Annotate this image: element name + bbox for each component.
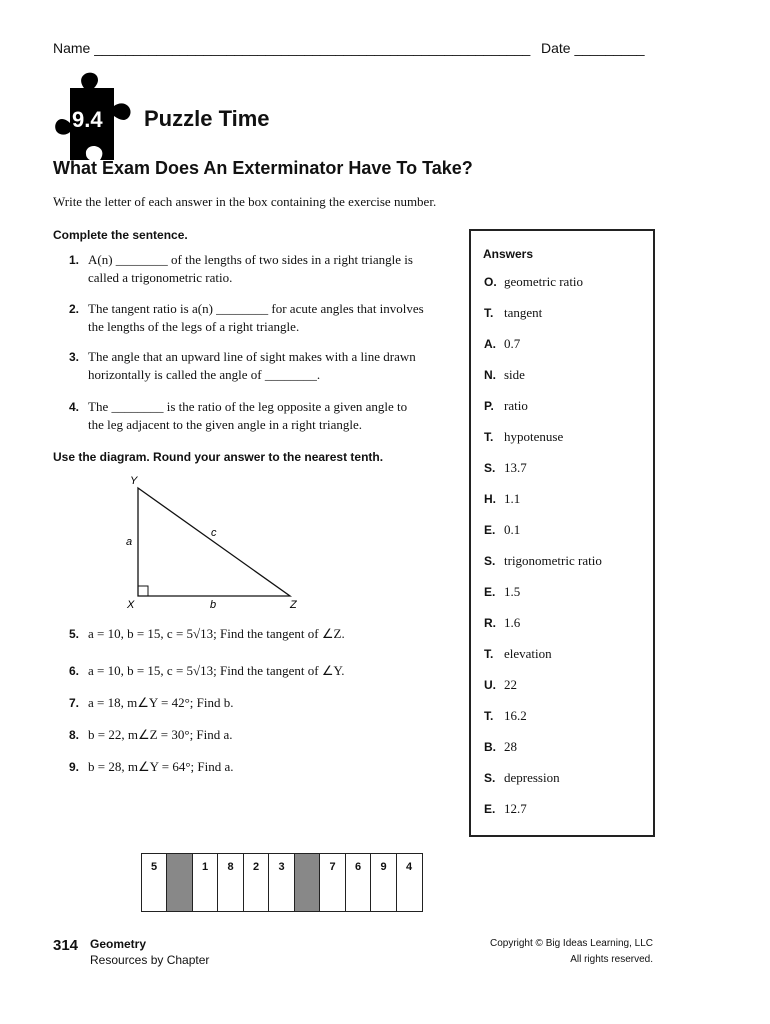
- exercise-9: [69, 758, 459, 776]
- exercise-text: a = 10, b = 15, c = 5√13; Find the tangent of ∠Z.: [88, 626, 345, 641]
- vertex-label-y: Y: [130, 475, 138, 487]
- answers-title: Answers: [483, 247, 534, 261]
- side-label-b: b: [210, 599, 217, 611]
- answers-box: [469, 229, 655, 837]
- answer-letter: T.: [484, 709, 494, 723]
- exercise-4: [69, 398, 459, 434]
- answer-text: tangent: [504, 305, 543, 320]
- footer-subtitle: Resources by Chapter: [90, 953, 210, 967]
- exercise-number: 2.: [69, 302, 80, 316]
- answer-letter: T.: [484, 647, 494, 661]
- answer-item: [484, 739, 517, 755]
- answer-letter: O.: [484, 275, 497, 289]
- answer-item: [484, 336, 520, 352]
- answer-text: depression: [504, 770, 560, 785]
- answer-text: 16.2: [504, 708, 527, 723]
- answer-item: [484, 708, 527, 724]
- copyright-notice: Copyright © Big Ideas Learning, LLC: [489, 938, 653, 949]
- answer-text: 12.7: [504, 801, 527, 816]
- answer-letter: A.: [484, 337, 496, 351]
- answer-letter: U.: [484, 678, 496, 692]
- exercise-line: the leg adjacent to the given angle in a right triangle.: [88, 417, 362, 432]
- vertex-label-z: Z: [290, 599, 297, 611]
- code-box-blank: [294, 853, 321, 912]
- exercise-number: 5.: [69, 627, 80, 641]
- answer-letter: S.: [484, 461, 496, 475]
- answer-letter: B.: [484, 740, 496, 754]
- answer-letter: N.: [484, 368, 496, 382]
- answer-letter: H.: [484, 492, 496, 506]
- answer-letter: R.: [484, 616, 496, 630]
- answer-item: [484, 429, 563, 445]
- code-box[interactable]: 4: [396, 853, 423, 912]
- rights-notice: All rights reserved.: [570, 954, 653, 965]
- answer-item: [484, 615, 520, 631]
- page-title: Puzzle Time: [144, 106, 270, 131]
- exercise-number: 1.: [69, 253, 80, 267]
- answer-text: 28: [504, 739, 517, 754]
- answer-text: side: [504, 367, 525, 382]
- exercise-line: the lengths of the legs of a right triangle.: [88, 319, 300, 334]
- answer-letter: E.: [484, 802, 496, 816]
- answer-text: ratio: [504, 398, 528, 413]
- exercise-line: The angle that an upward line of sight makes with a line drawn: [88, 349, 416, 364]
- answer-item: [484, 522, 520, 538]
- answer-text: 13.7: [504, 460, 527, 475]
- exercise-number: 9.: [69, 760, 80, 774]
- part2-heading: Use the diagram. Round your answer to the nearest tenth.: [53, 450, 384, 464]
- answer-item: [484, 274, 583, 290]
- code-box[interactable]: 2: [243, 853, 270, 912]
- page-number: 314: [53, 937, 79, 954]
- answer-text: geometric ratio: [504, 274, 584, 289]
- exercise-line: The tangent ratio is a(n) ________ for acute angles that involves: [88, 301, 424, 316]
- answer-text: 22: [504, 677, 517, 692]
- name-line: [53, 40, 530, 56]
- exercise-number: 7.: [69, 696, 80, 710]
- right-angle-mark: [138, 586, 148, 596]
- name-blank[interactable]: ________________________________________________________: [94, 40, 531, 56]
- triangle-shape: [138, 488, 290, 596]
- answer-letter: E.: [484, 585, 496, 599]
- exercise-line: The ________ is the ratio of the leg opposite a given angle to: [88, 399, 408, 414]
- code-box[interactable]: 8: [217, 853, 244, 912]
- code-box[interactable]: 7: [319, 853, 346, 912]
- right-triangle-diagram: [118, 470, 318, 615]
- answer-item: [484, 801, 527, 817]
- code-box[interactable]: 6: [345, 853, 372, 912]
- answer-letter: T.: [484, 430, 494, 444]
- answer-item: [484, 770, 560, 786]
- exercise-8: [69, 726, 459, 744]
- date-label: Date: [541, 40, 571, 56]
- answer-item: [484, 460, 527, 476]
- answer-text: elevation: [504, 646, 552, 661]
- answer-item: [484, 584, 520, 600]
- exercise-5: [69, 625, 459, 643]
- code-box[interactable]: 5: [141, 853, 168, 912]
- code-box[interactable]: 9: [370, 853, 397, 912]
- answer-text: 0.7: [504, 336, 521, 351]
- answer-text: 1.5: [504, 584, 521, 599]
- date-blank[interactable]: _________: [574, 40, 645, 56]
- exercise-number: 3.: [69, 350, 80, 364]
- answer-item: [484, 305, 542, 321]
- answer-item: [484, 646, 552, 662]
- exercise-text: a = 18, m∠Y = 42°; Find b.: [88, 695, 234, 710]
- answer-letter: T.: [484, 306, 494, 320]
- answer-letter: P.: [484, 399, 494, 413]
- exercise-line: called a trigonometric ratio.: [88, 270, 233, 285]
- answer-item: [484, 367, 525, 383]
- exercise-text: a = 10, b = 15, c = 5√13; Find the tangent of ∠Y.: [88, 663, 345, 678]
- answer-text: 1.6: [504, 615, 521, 630]
- part1-heading: Complete the sentence.: [53, 228, 188, 242]
- answer-item: [484, 677, 517, 693]
- code-box[interactable]: 3: [268, 853, 295, 912]
- answer-code-grid: [142, 853, 423, 912]
- exercise-number: 6.: [69, 664, 80, 678]
- exercise-number: 8.: [69, 728, 80, 742]
- exercise-number: 4.: [69, 400, 80, 414]
- section-number: 9.4: [72, 107, 103, 132]
- answer-text: 0.1: [504, 522, 521, 537]
- exercise-7: [69, 694, 459, 712]
- answer-text: hypotenuse: [504, 429, 564, 444]
- answer-letter: S.: [484, 554, 496, 568]
- code-box-blank: [166, 853, 193, 912]
- answer-letter: E.: [484, 523, 496, 537]
- side-label-c: c: [211, 527, 217, 539]
- answer-letter: S.: [484, 771, 496, 785]
- exercise-text: b = 22, m∠Z = 30°; Find a.: [88, 727, 233, 742]
- answer-item: [484, 553, 602, 569]
- name-label: Name: [53, 40, 91, 56]
- exercise-line: A(n) ________ of the lengths of two sides in a right triangle is: [88, 252, 413, 267]
- exercise-2: [69, 300, 459, 336]
- vertex-label-x: X: [127, 599, 135, 611]
- exercise-text: b = 28, m∠Y = 64°; Find a.: [88, 759, 234, 774]
- exercise-3: [69, 348, 459, 384]
- answer-item: [484, 398, 528, 414]
- side-label-a: a: [126, 536, 133, 548]
- answer-item: [484, 491, 520, 507]
- exercise-6: [69, 662, 459, 680]
- directions: Write the letter of each answer in the box containing the exercise number.: [53, 194, 437, 209]
- answer-text: trigonometric ratio: [504, 553, 602, 568]
- footer-book-title: Geometry: [90, 937, 147, 951]
- exercise-line: horizontally is called the angle of ________.: [88, 367, 321, 382]
- riddle-question: What Exam Does An Exterminator Have To Take?: [53, 158, 473, 178]
- date-line: [541, 40, 645, 56]
- answer-text: 1.1: [504, 491, 521, 506]
- code-box[interactable]: 1: [192, 853, 219, 912]
- exercise-1: [69, 251, 459, 287]
